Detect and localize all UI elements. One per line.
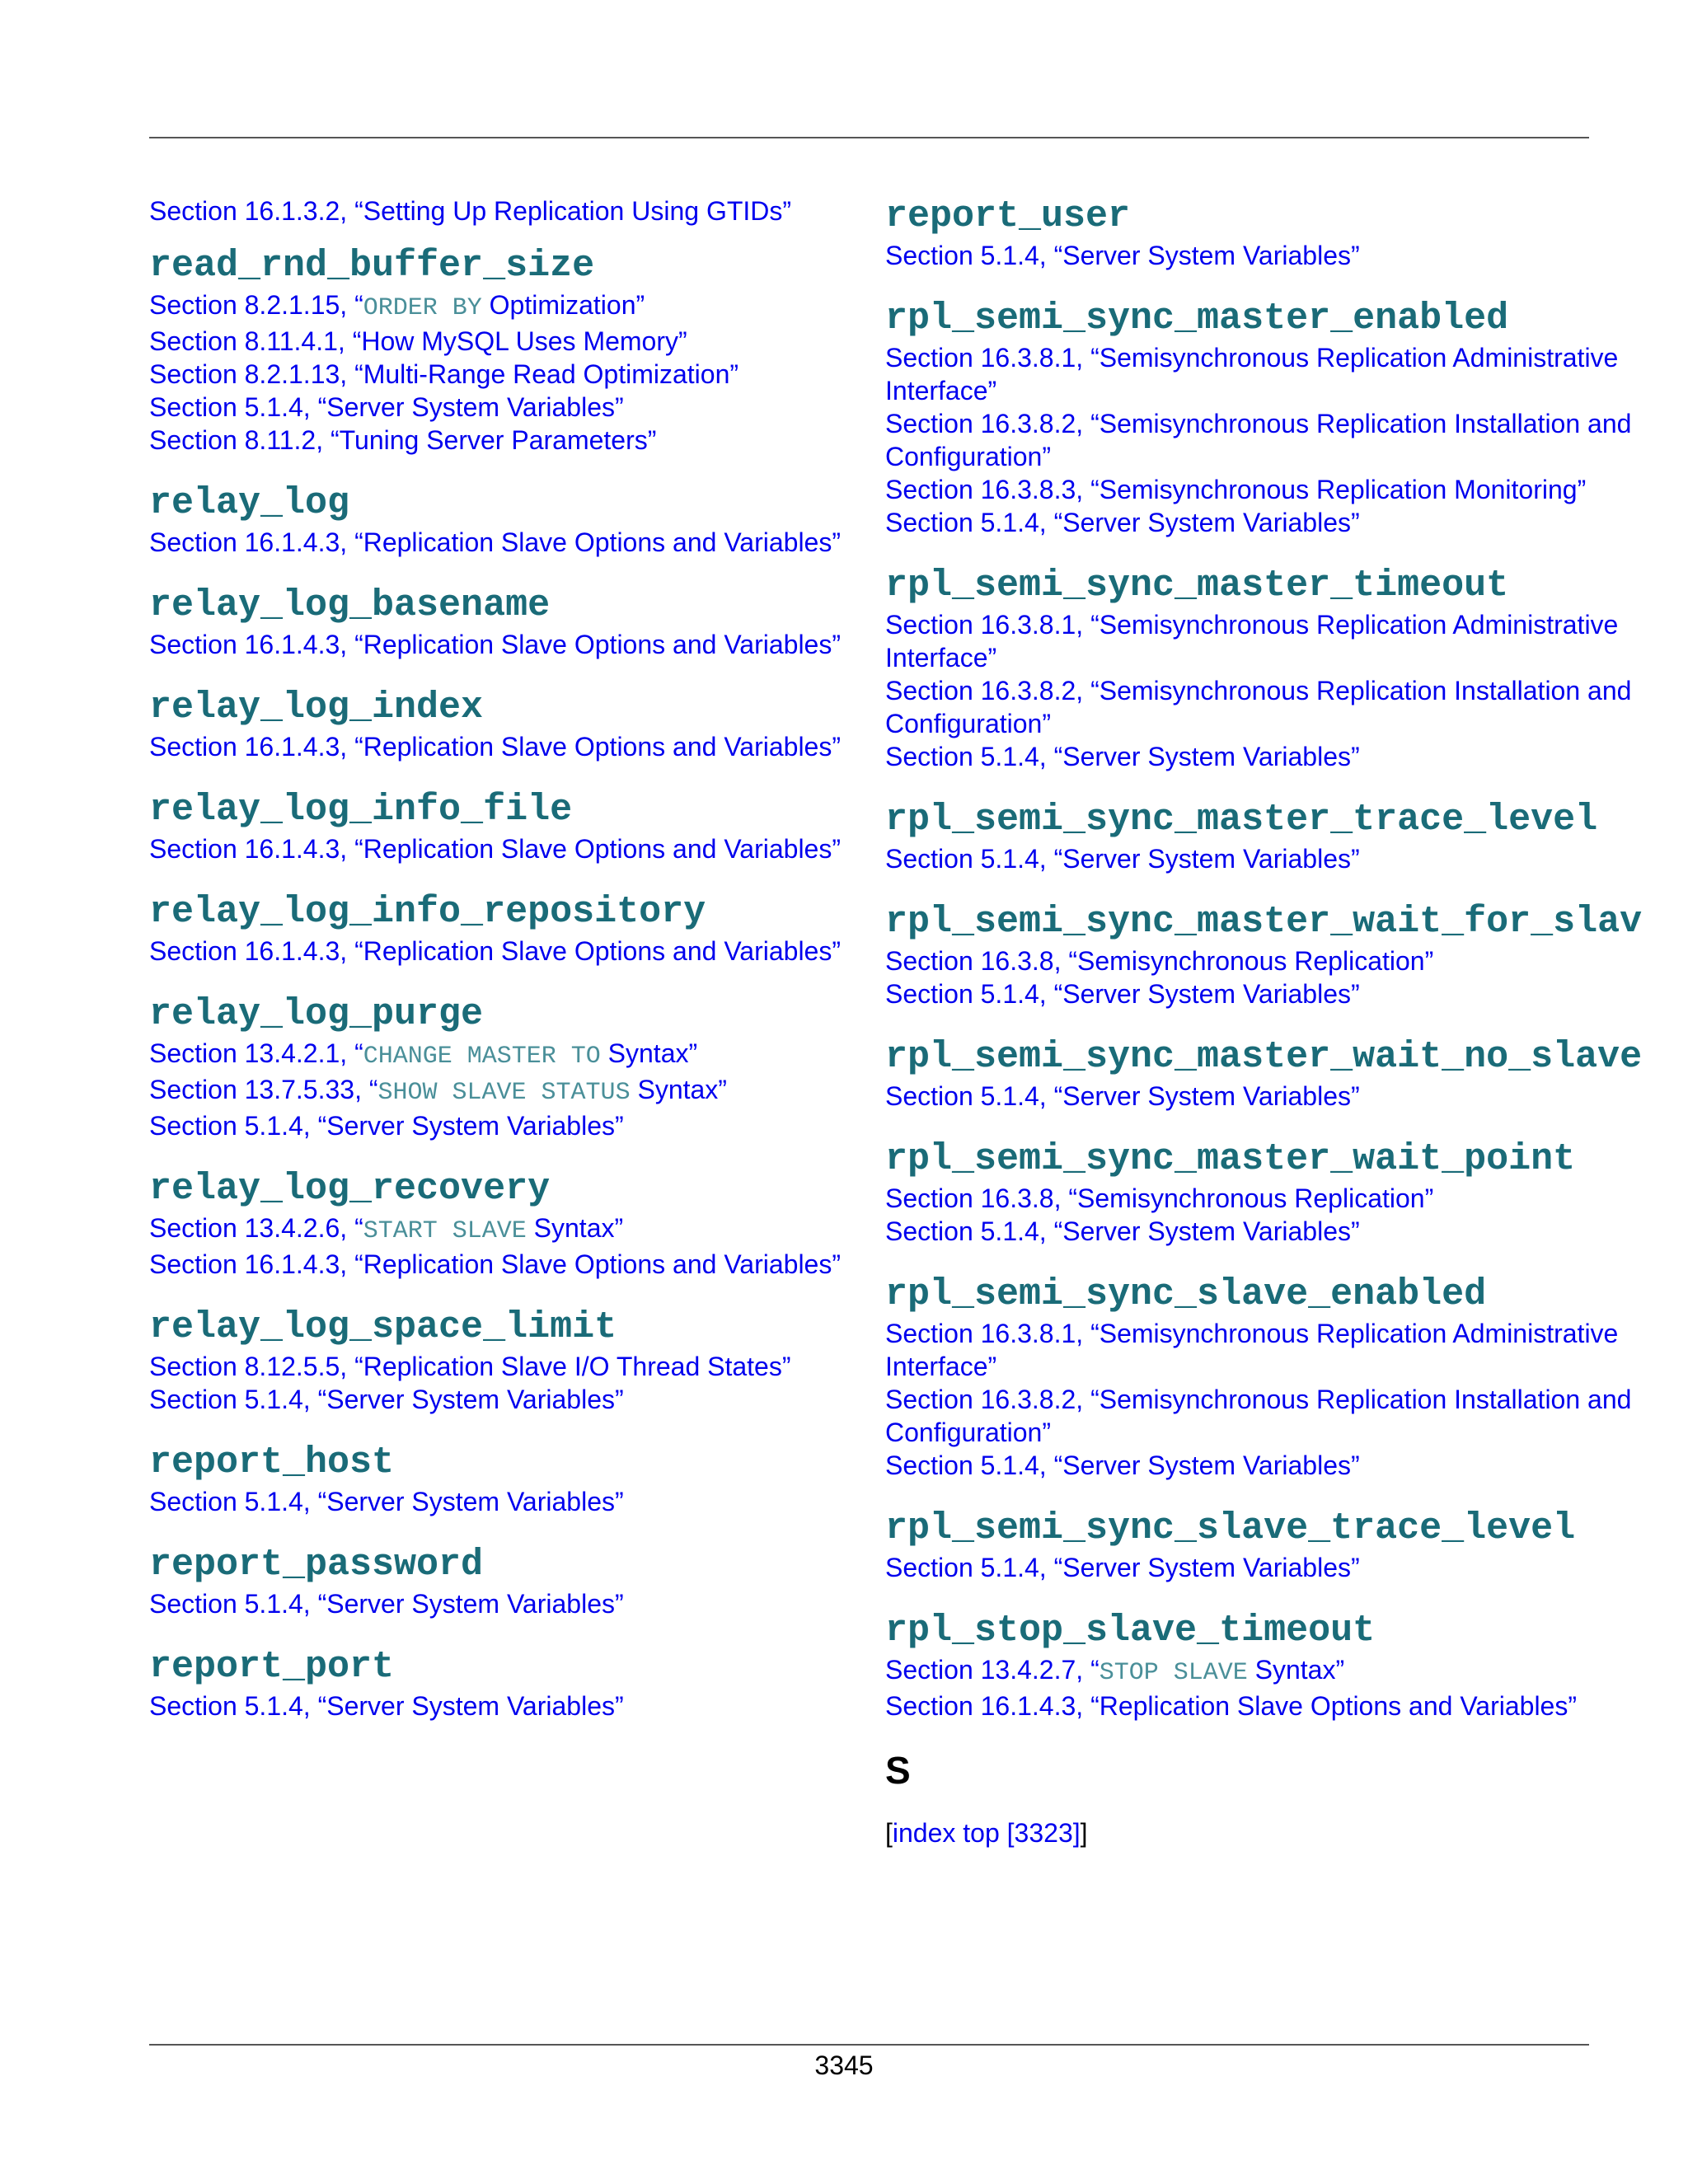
index-term: rpl_semi_sync_slave_trace_level <box>885 1507 1576 1549</box>
index-reference-link[interactable]: Section 5.1.4, “Server System Variables” <box>885 241 1360 270</box>
index-reference-link[interactable]: Section 16.3.8, “Semisynchronous Replication” <box>885 946 1434 976</box>
index-reference-link[interactable]: Section 5.1.4, “Server System Variables” <box>885 1553 1360 1582</box>
index-term: report_port <box>149 1646 395 1688</box>
index-term: rpl_semi_sync_master_wait_point <box>885 1138 1576 1180</box>
index-nav: [index top [3323]] <box>885 1818 1088 1848</box>
index-reference-link[interactable]: Section 8.11.2, “Tuning Server Parameters” <box>149 425 657 455</box>
index-term: rpl_semi_sync_master_trace_level <box>885 799 1598 841</box>
index-term: report_user <box>885 195 1131 237</box>
page-number: 3345 <box>814 2050 874 2080</box>
index-entry <box>149 1543 858 1620</box>
index-entry <box>885 900 1688 1010</box>
code-keyword: CHANGE MASTER TO <box>363 1043 601 1071</box>
index-term: relay_log_info_repository <box>149 891 706 933</box>
index-reference-link[interactable]: Section 8.2.1.15, “ORDER BY Optimization” <box>149 290 645 322</box>
index-reference-link[interactable]: Section 5.1.4, “Server System Variables” <box>149 1111 624 1141</box>
code-keyword: STOP SLAVE <box>1099 1659 1248 1687</box>
code-keyword: START SLAVE <box>363 1217 527 1245</box>
index-reference-link[interactable]: Section 13.4.2.6, “START SLAVE Syntax” <box>149 1213 624 1245</box>
index-entry <box>885 798 1688 875</box>
index-term: report_host <box>149 1441 395 1483</box>
index-term: report_password <box>149 1544 484 1586</box>
index-reference-link[interactable]: Section 5.1.4, “Server System Variables” <box>885 979 1360 1009</box>
index-entry <box>885 1272 1688 1482</box>
index-reference-link[interactable]: Section 5.1.4, “Server System Variables” <box>885 1451 1360 1480</box>
index-term: relay_log_basename <box>149 584 551 626</box>
index-entry <box>885 194 1688 272</box>
index-term: read_rnd_buffer_size <box>149 245 595 287</box>
index-entry <box>885 297 1688 539</box>
index-reference-link[interactable]: Section 13.4.2.1, “CHANGE MASTER TO Syntax” <box>149 1038 698 1071</box>
index-reference-link[interactable]: Section 16.3.8, “Semisynchronous Replication” <box>885 1183 1434 1213</box>
index-reference-link[interactable]: Section 16.1.4.3, “Replication Slave Options and Variables” <box>149 630 841 659</box>
index-entry <box>149 244 858 457</box>
index-entry <box>149 481 858 559</box>
letter-heading: S <box>885 1749 911 1792</box>
index-entry <box>885 1035 1688 1113</box>
index-term: relay_log_info_file <box>149 789 573 831</box>
index-entry <box>149 1305 858 1416</box>
index-reference-link[interactable]: Section 8.12.5.5, “Replication Slave I/O Thread States” <box>149 1352 791 1381</box>
index-term: rpl_stop_slave_timeout <box>885 1610 1376 1652</box>
left-column <box>149 194 858 1747</box>
index-reference-link[interactable]: Section 13.4.2.7, “STOP SLAVE Syntax” <box>885 1655 1345 1687</box>
index-reference-link[interactable]: Section 16.3.8.2, “Semisynchronous Replication Installation and Configuration” <box>885 676 1632 738</box>
index-reference-link[interactable]: Section 8.2.1.13, “Multi-Range Read Optimization” <box>149 359 739 389</box>
index-reference-link[interactable]: Section 16.3.8.1, “Semisynchronous Replication Administrative Interface” <box>885 610 1619 673</box>
index-entry <box>149 1441 858 1518</box>
right-entry-list <box>885 194 1688 1722</box>
index-entry <box>149 583 858 661</box>
index-reference-link[interactable]: Section 5.1.4, “Server System Variables” <box>149 392 624 422</box>
index-reference-link[interactable]: Section 5.1.4, “Server System Variables” <box>885 844 1360 874</box>
index-reference-link[interactable]: Section 16.1.4.3, “Replication Slave Options and Variables” <box>885 1691 1577 1721</box>
index-reference-link[interactable]: Section 5.1.4, “Server System Variables” <box>885 1216 1360 1246</box>
index-term: rpl_semi_sync_slave_enabled <box>885 1273 1487 1315</box>
index-entry <box>885 1609 1688 1722</box>
right-column <box>885 194 1688 1849</box>
index-term: relay_log_recovery <box>149 1168 551 1210</box>
index-reference-link[interactable]: Section 16.3.8.3, “Semisynchronous Replication Monitoring” <box>885 475 1587 504</box>
index-term: relay_log_purge <box>149 993 484 1035</box>
index-term: relay_log_space_limit <box>149 1306 617 1348</box>
index-entry <box>149 1645 858 1722</box>
index-reference-link[interactable]: Section 8.11.4.1, “How MySQL Uses Memory” <box>149 326 687 356</box>
index-reference-link[interactable]: Section 16.1.4.3, “Replication Slave Options and Variables” <box>149 936 841 966</box>
index-entry <box>885 564 1688 773</box>
index-reference-link[interactable]: Section 5.1.4, “Server System Variables” <box>885 508 1360 537</box>
index-entry <box>149 788 858 865</box>
index-entry <box>149 1167 858 1281</box>
index-reference-link[interactable]: Section 5.1.4, “Server System Variables” <box>149 1691 624 1721</box>
code-keyword: SHOW SLAVE STATUS <box>377 1079 631 1107</box>
index-entry <box>149 992 858 1142</box>
index-term: rpl_semi_sync_master_wait_no_slave <box>885 1036 1643 1078</box>
index-reference-link[interactable]: Section 5.1.4, “Server System Variables” <box>885 1081 1360 1111</box>
index-term: rpl_semi_sync_master_timeout <box>885 565 1509 607</box>
index-reference-link[interactable]: Section 16.3.8.2, “Semisynchronous Replication Installation and Configuration” <box>885 409 1632 471</box>
index-term: rpl_semi_sync_master_wait_for_slav <box>885 901 1643 943</box>
header-rule <box>149 137 1589 138</box>
index-reference-link[interactable]: Section 16.3.8.2, “Semisynchronous Replication Installation and Configuration” <box>885 1385 1632 1447</box>
index-reference-link[interactable]: Section 5.1.4, “Server System Variables” <box>885 742 1360 771</box>
index-reference-link[interactable]: Section 16.1.4.3, “Replication Slave Options and Variables” <box>149 527 841 557</box>
index-reference-link[interactable]: Section 16.1.4.3, “Replication Slave Options and Variables” <box>149 732 841 762</box>
index-reference-link[interactable]: Section 5.1.4, “Server System Variables” <box>149 1385 624 1414</box>
index-reference-link[interactable]: Section 16.1.4.3, “Replication Slave Options and Variables” <box>149 1249 841 1279</box>
footer-rule <box>149 2044 1589 2046</box>
index-entry <box>885 1137 1688 1248</box>
code-keyword: ORDER BY <box>363 294 482 322</box>
index-term: rpl_semi_sync_master_enabled <box>885 298 1509 340</box>
index-reference-link[interactable]: Section 16.3.8.1, “Semisynchronous Replication Administrative Interface” <box>885 1319 1619 1381</box>
index-reference-link[interactable]: Section 5.1.4, “Server System Variables” <box>149 1487 624 1516</box>
index-reference-link[interactable]: Section 5.1.4, “Server System Variables” <box>149 1589 624 1619</box>
index-reference-link[interactable]: Section 13.7.5.33, “SHOW SLAVE STATUS Syntax” <box>149 1075 727 1107</box>
index-entry <box>149 890 858 968</box>
index-entry <box>149 686 858 763</box>
index-entry <box>885 1507 1688 1584</box>
index-reference-link[interactable]: Section 16.3.8.1, “Semisynchronous Replication Administrative Interface” <box>885 343 1619 405</box>
index-term: relay_log_index <box>149 687 484 729</box>
index-top-link[interactable]: index top [3323] <box>892 1818 1081 1848</box>
index-reference-link[interactable]: Section 16.1.4.3, “Replication Slave Options and Variables” <box>149 834 841 864</box>
left-entry-list <box>149 244 858 1722</box>
index-term: relay_log <box>149 482 350 524</box>
index-reference-link[interactable]: Section 16.1.3.2, “Setting Up Replication Using GTIDs” <box>149 196 792 226</box>
